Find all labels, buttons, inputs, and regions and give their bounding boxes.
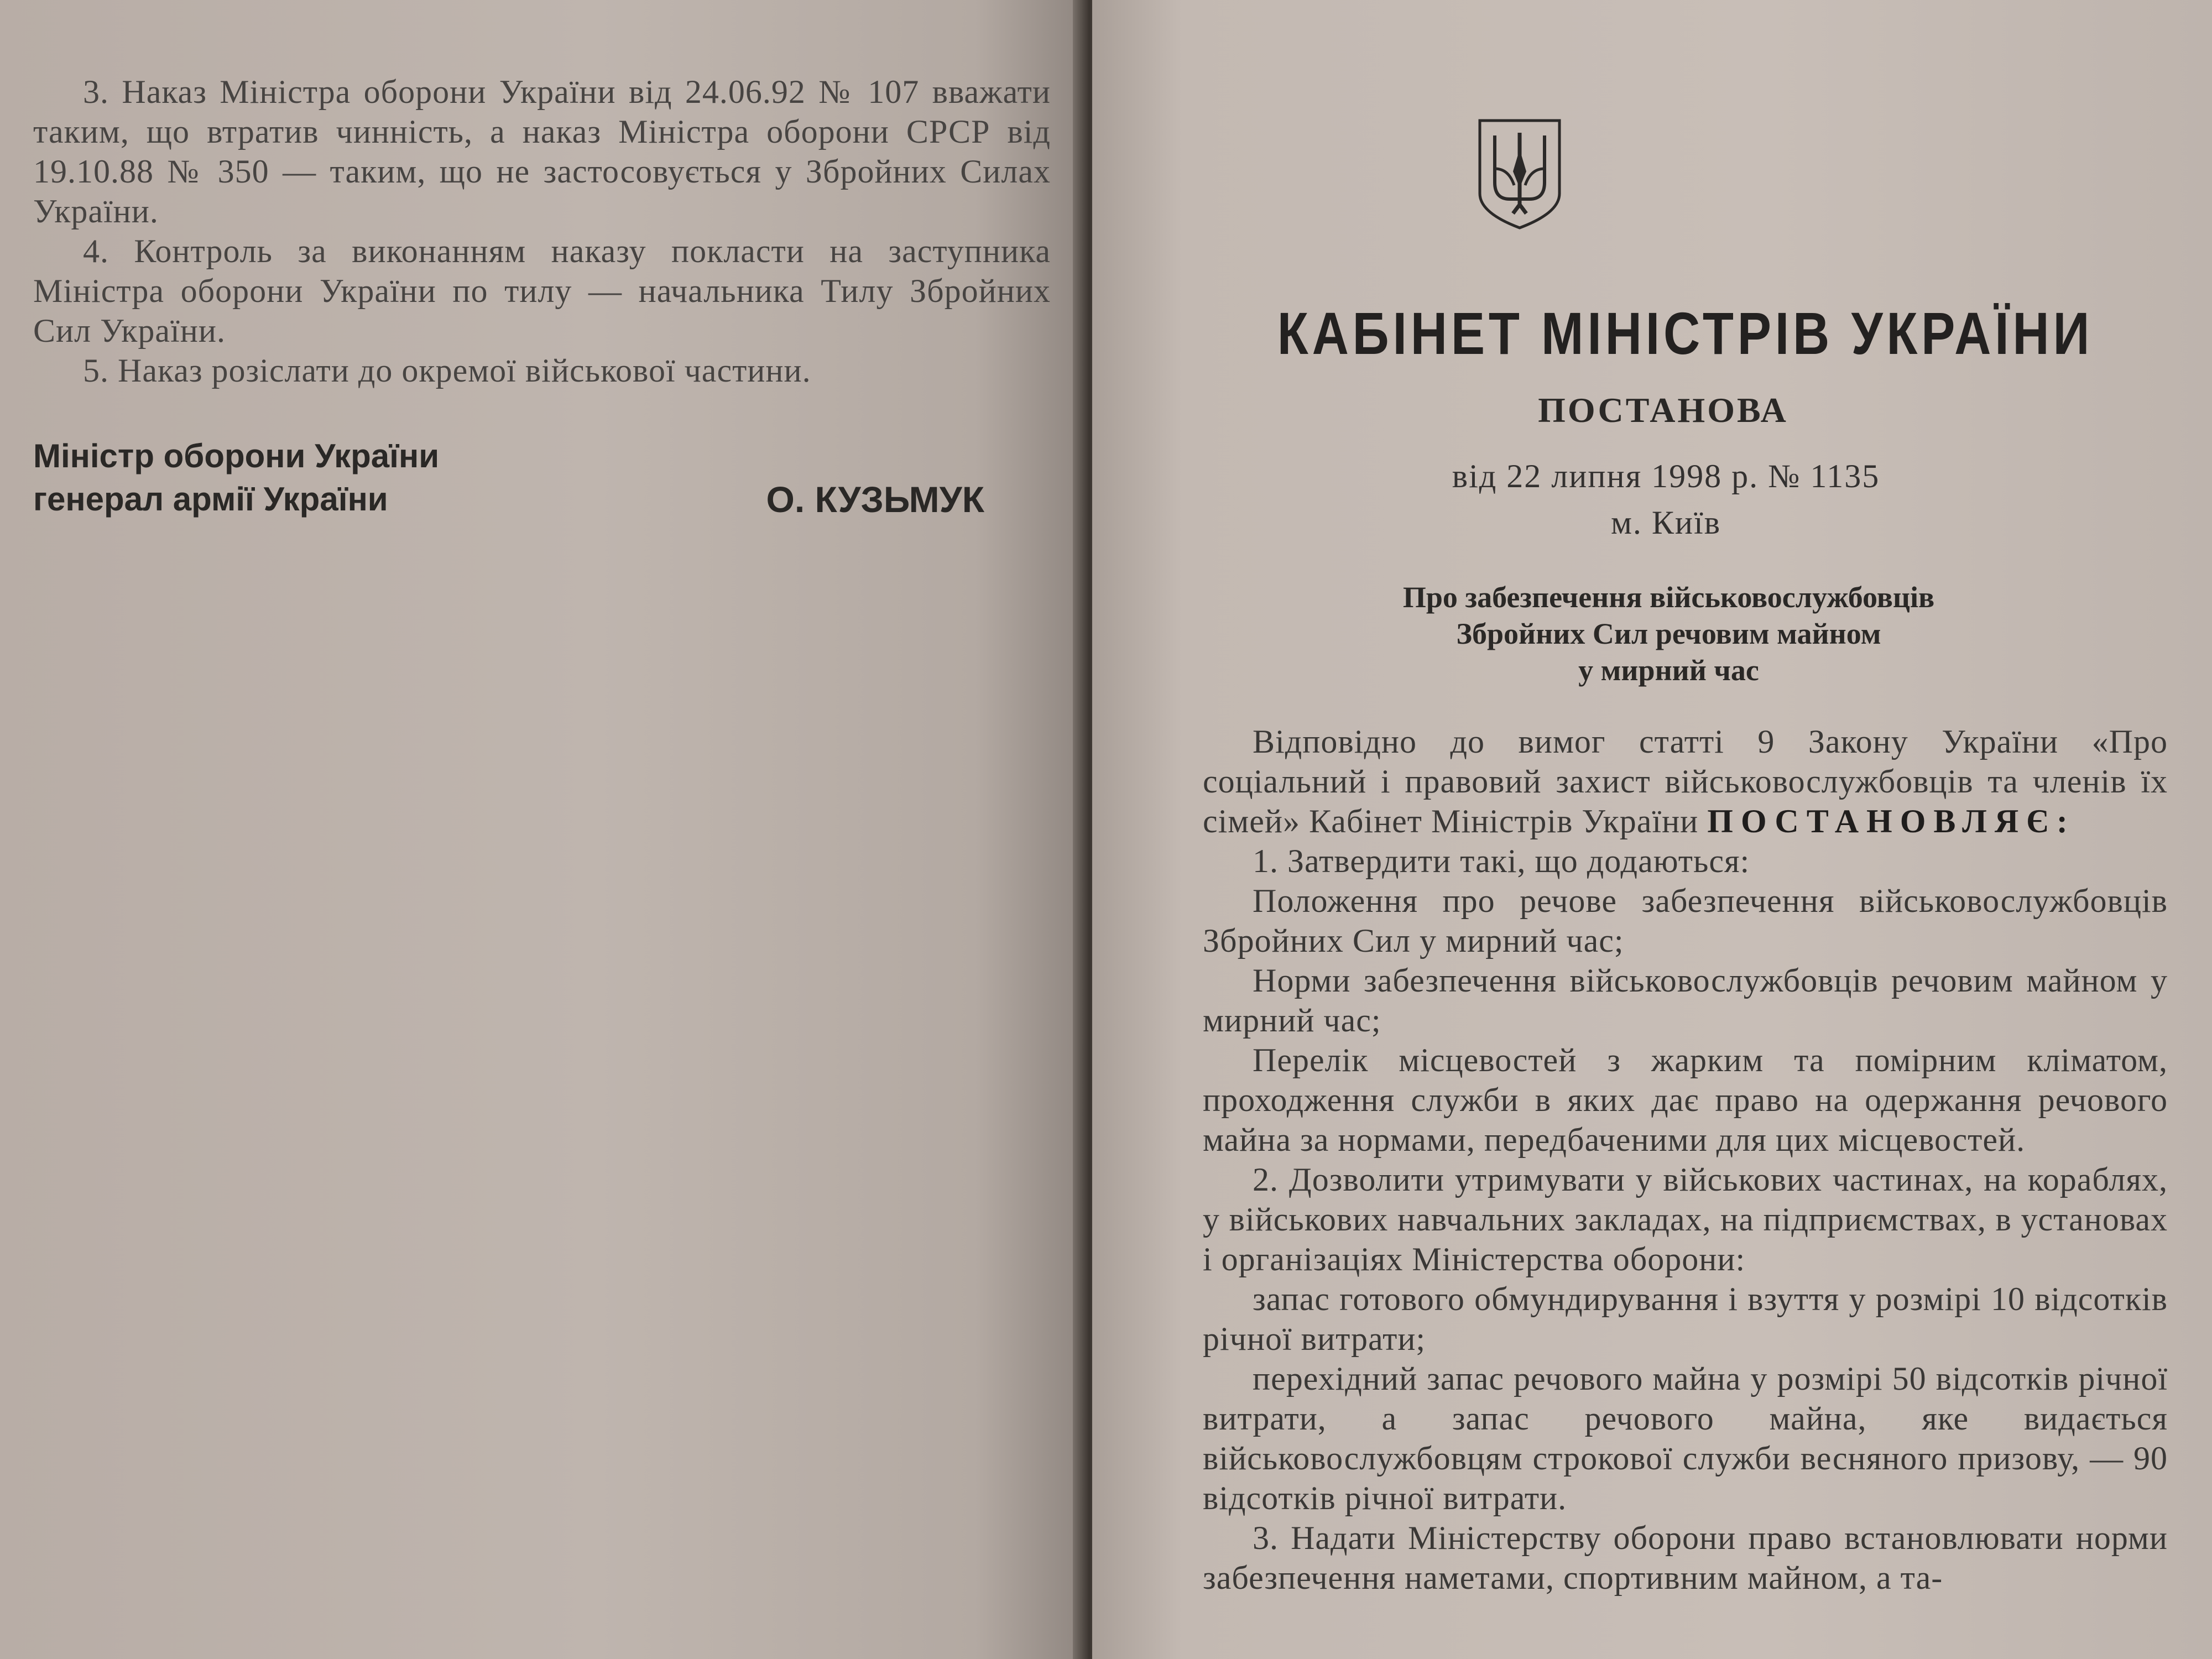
right-paragraph-1: 1. Затвердити такі, що додаються:: [1253, 843, 1750, 879]
subject-line-2: Збройних Сил речовим майном: [1456, 617, 1881, 650]
signatory-position-line2: генерал армії України: [33, 481, 388, 518]
subject-line-1: Про забезпечення військовослужбовців: [1402, 581, 1935, 614]
trident-emblem-icon: [1475, 116, 1564, 232]
signatory-position-line1: Міністр оборони України: [33, 437, 440, 474]
intro-text: Відповідно до вимог статті 9 Закону України «Про соціальний і правовий захист військовослужбовців та членів їх сімей» Кабінет Міністрів України: [1203, 723, 2168, 839]
left-page: [0, 0, 1084, 1659]
right-paragraph-2a: запас готового обмундирування і взуття у розмірі 10 відсотків річної витрати;: [1203, 1281, 2168, 1357]
right-paragraph-3: 3. Надати Міністерству оборони право встановлювати норми забезпечення наметами, спортивним майном, а та-: [1203, 1520, 2168, 1596]
document-place: м. Київ: [1610, 504, 1721, 541]
document-date-number: від 22 липня 1998 р. № 1135: [1452, 458, 1880, 494]
right-page: [1092, 0, 2212, 1659]
signature-block: [33, 435, 1051, 521]
intro-paragraph: [1203, 722, 2168, 841]
left-page-text: [33, 72, 1051, 390]
intro-keyword: ПОСТАНОВЛЯЄ:: [1707, 803, 2075, 839]
document-type: ПОСТАНОВА: [1538, 390, 1788, 430]
right-paragraph-1c: Перелік місцевостей з жарким та помірним кліматом, проходження служби в яких дає право на одержання речового майна за нормами, передбаченими для цих місцевостей.: [1203, 1042, 2168, 1158]
right-paragraph-1a: Положення про речове забезпечення військовослужбовців Збройних Сил у мирний час;: [1203, 883, 2168, 959]
left-paragraph-4: 4. Контроль за виконанням наказу покласти на заступника Міністра оборони України по тилу — начальника Тилу Збройних Сил України.: [33, 233, 1051, 349]
right-paragraph-1b: Норми забезпечення військовослужбовців речовим майном у мирний час;: [1203, 962, 2168, 1039]
issuer-title: КАБІНЕТ МІНІСТРІВ УКРАЇНИ: [1277, 300, 2094, 367]
left-paragraph-5: 5. Наказ розіслати до окремої військової частини.: [83, 352, 811, 389]
signatory-name: О. КУЗЬМУК: [766, 479, 984, 520]
right-paragraph-2: 2. Дозволити утримувати у військових частинах, на кораблях, у військових навчальних закладах, на підприємствах, в установах і організаціях Міністерства оборони:: [1203, 1161, 2168, 1277]
signatory-position: [33, 435, 439, 521]
document-meta: [1164, 453, 2168, 546]
subject-line-3: у мирний час: [1578, 654, 1759, 687]
document-subject: [1170, 579, 2168, 688]
left-paragraph-3: 3. Наказ Міністра оборони України від 24.06.92 № 107 вважати таким, що втратив чинність, а наказ Міністра оборони СРСР від 19.10.88 № 350 — таким, що не застосовується у Збройних Силах України.: [33, 74, 1051, 229]
right-paragraph-2b: перехідний запас речового майна у розмірі 50 відсотків річної витрати, а запас речового майна, яке видається військовослужбовцям строкової служби весняного призову, — 90 відсотків річної витрати.: [1203, 1360, 2168, 1516]
